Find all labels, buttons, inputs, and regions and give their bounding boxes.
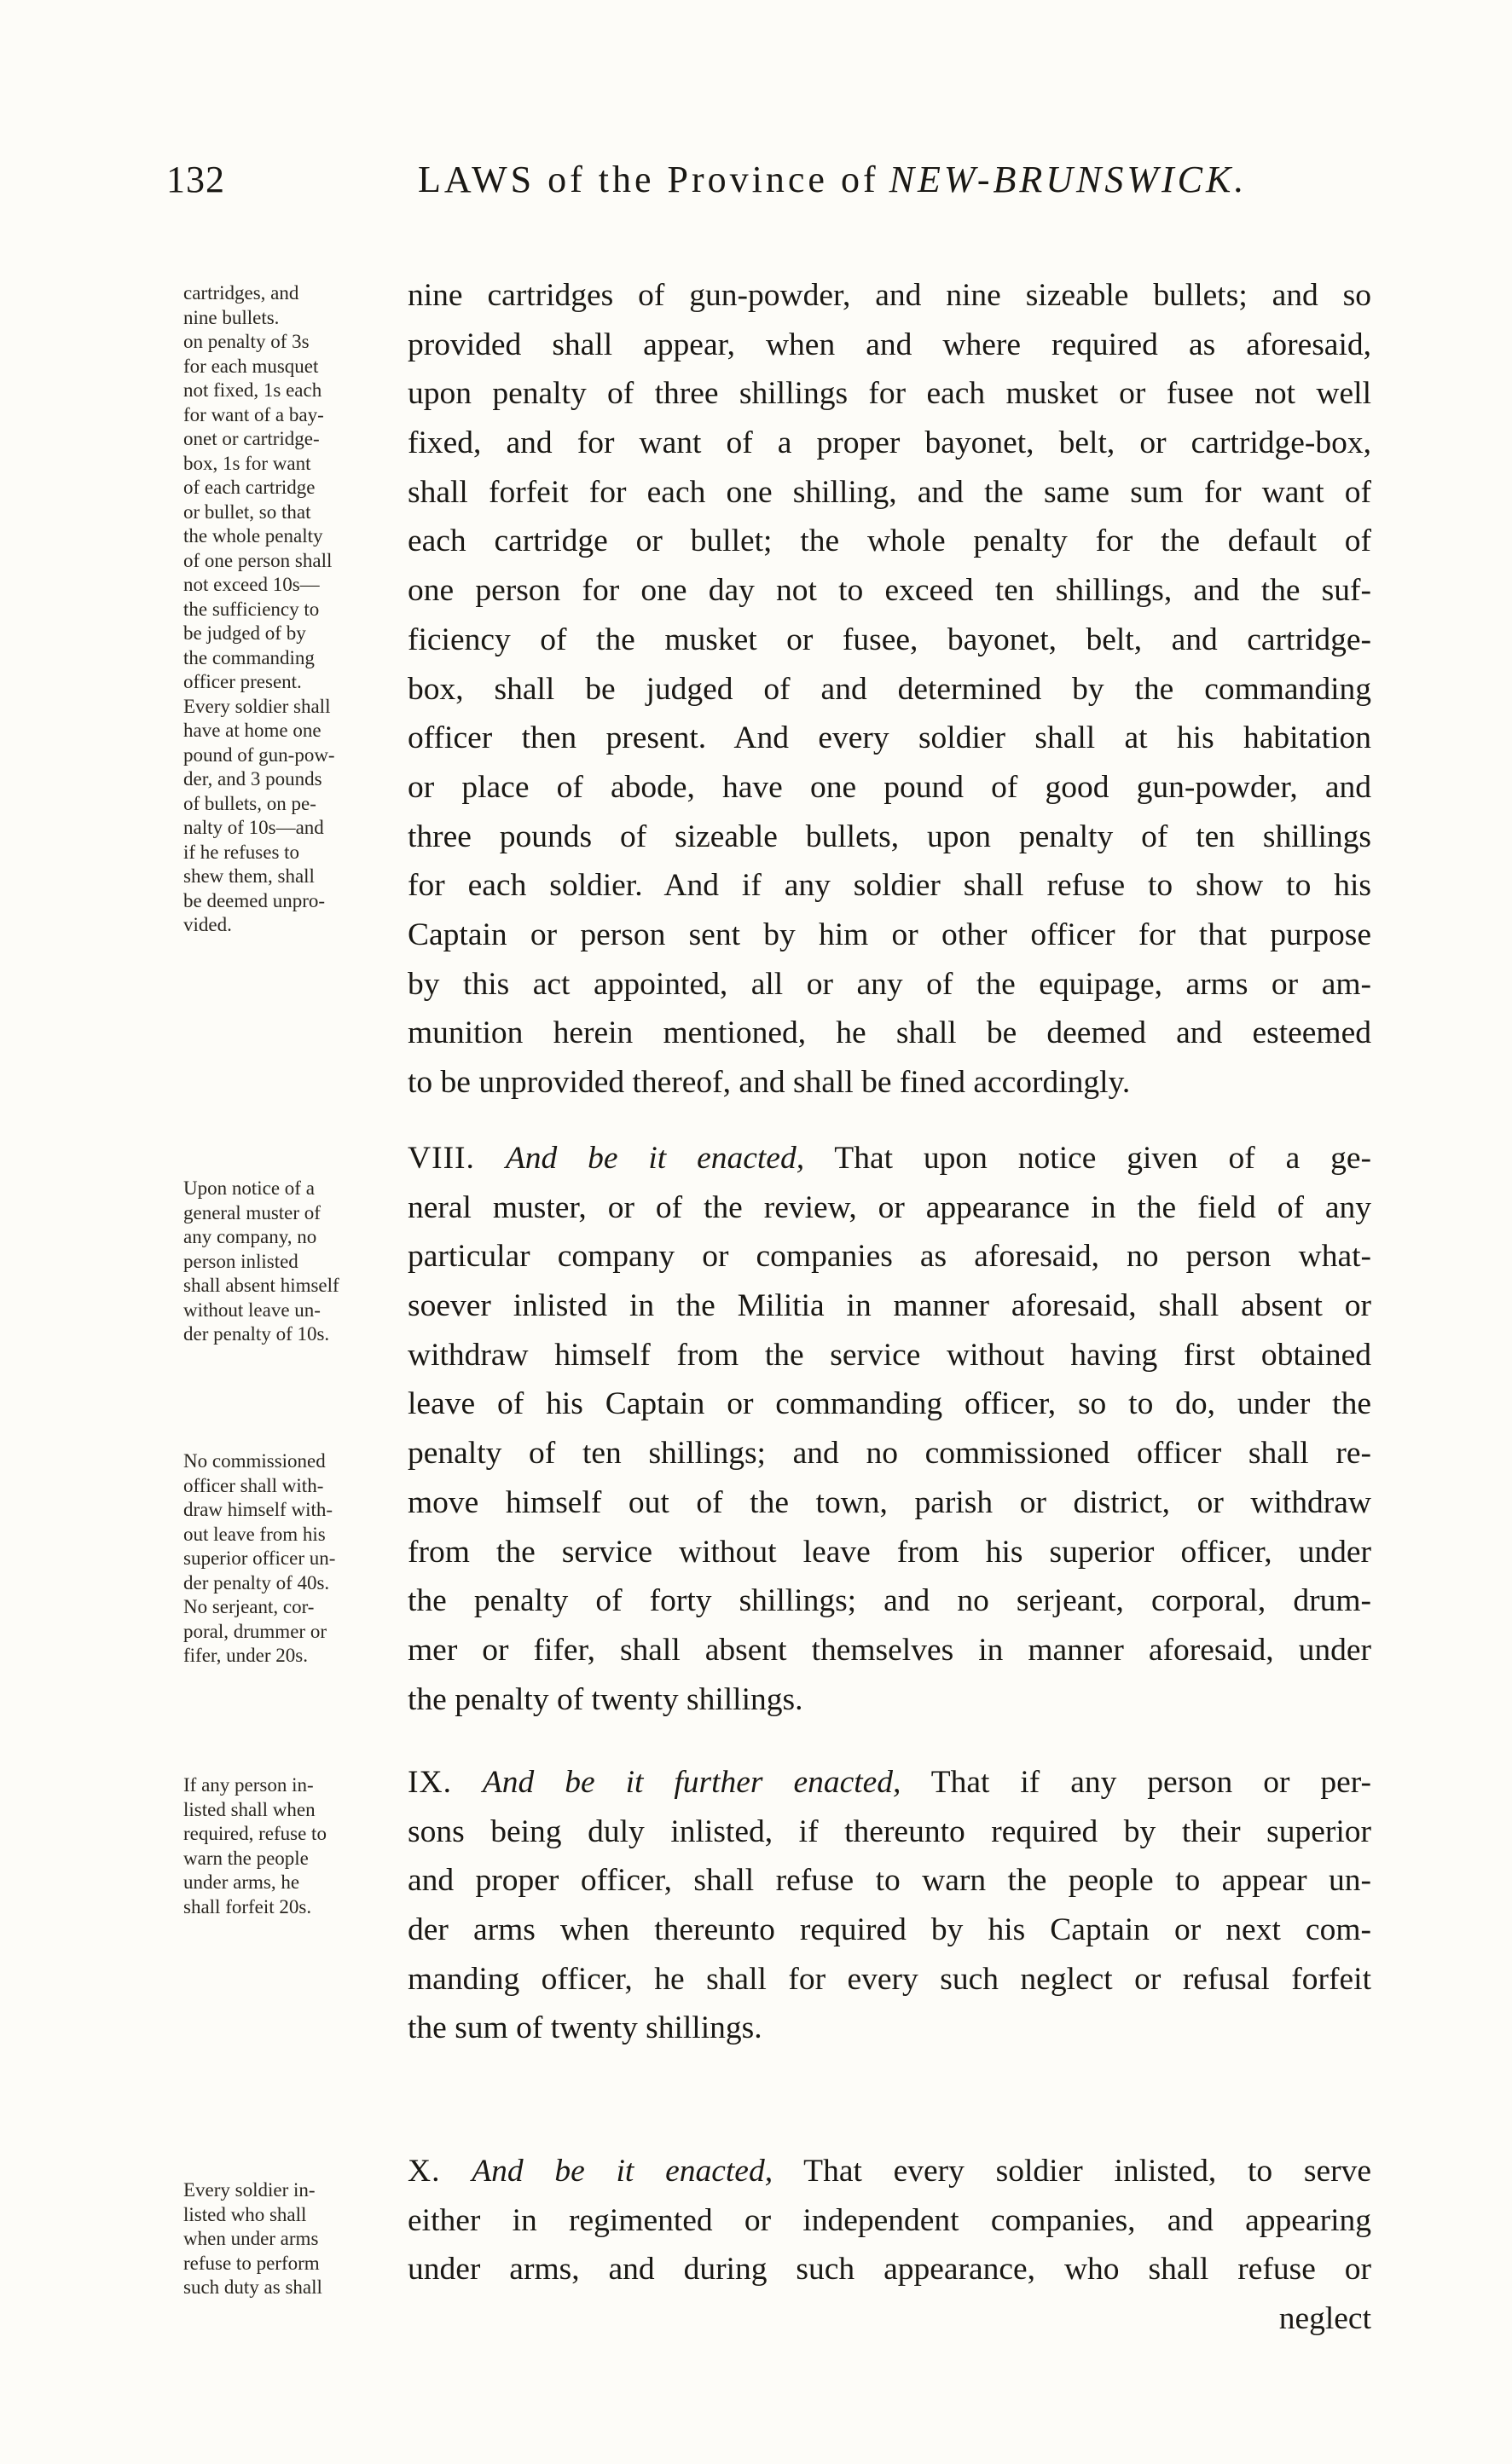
margin-note-line: listed who shall xyxy=(183,2203,307,2225)
margin-note-line: if he refuses to xyxy=(183,841,300,863)
text-line: one person for one day not to exceed ten shillings, and the suf- xyxy=(408,573,1371,609)
margin-note-line: be deemed unpro- xyxy=(183,889,326,911)
text-line: der arms when thereunto required by his Captain or next com- xyxy=(408,1912,1371,1948)
text-line: neral muster, or of the review, or appearance in the field of any xyxy=(408,1189,1371,1225)
section-ix xyxy=(408,1758,1371,2053)
text-line: the penalty of forty shillings; and no serjeant, corporal, drum- xyxy=(408,1583,1371,1619)
margin-note-line: officer present. xyxy=(183,671,302,692)
margin-note-line: der penalty of 10s. xyxy=(183,1323,330,1345)
enacting-clause: And be it enacted, xyxy=(505,1141,805,1176)
text-line: officer then present. And every soldier shall at his habitation xyxy=(408,720,1371,756)
margin-note-1 xyxy=(183,281,409,938)
text-line: from the service without leave from his superior officer, under xyxy=(408,1534,1371,1570)
section-number: IX. xyxy=(408,1765,452,1800)
margin-note-line: shall absent himself xyxy=(183,1275,339,1296)
running-title-prefix: LAWS of the Province of xyxy=(418,159,879,200)
text-line: leave of his Captain or commanding officer, so to do, under the xyxy=(408,1386,1371,1422)
text-line: particular company or companies as aforesaid, no person what- xyxy=(408,1239,1371,1275)
text-line-content: That upon notice given of a ge- xyxy=(834,1141,1372,1176)
margin-note-line: superior officer un- xyxy=(183,1547,336,1569)
margin-note-4 xyxy=(183,1773,409,1919)
section-x xyxy=(408,2147,1371,2294)
margin-note-line: for want of a bay- xyxy=(183,403,324,425)
text-line: upon penalty of three shillings for each musket or fusee not well xyxy=(408,376,1371,412)
text-line: box, shall be judged of and determined by the commanding xyxy=(408,671,1371,707)
running-title xyxy=(418,158,1247,201)
running-title-province: NEW-BRUNSWICK. xyxy=(889,159,1248,200)
margin-note-line: onet or cartridge- xyxy=(183,428,320,449)
margin-note-line: der, and 3 pounds xyxy=(183,768,322,790)
text-line: withdraw himself from the service without having first obtained xyxy=(408,1337,1371,1373)
margin-note-line: pound of gun-pow- xyxy=(183,743,335,766)
margin-note-line: If any person in- xyxy=(183,1774,314,1796)
margin-note-line: on penalty of 3s xyxy=(183,331,310,352)
margin-note-line: the sufficiency to xyxy=(183,598,320,620)
margin-note-line: shall forfeit 20s. xyxy=(183,1895,312,1917)
text-line: mer or fifer, shall absent themselves in manner aforesaid, under xyxy=(408,1632,1371,1668)
margin-note-line: not fixed, 1s each xyxy=(183,379,322,401)
margin-note-line: for each musquet xyxy=(183,355,319,377)
text-line: munition herein mentioned, he shall be deemed and esteemed xyxy=(408,1015,1371,1051)
text-line: or place of abode, have one pound of good gun-powder, and xyxy=(408,769,1371,805)
margin-note-line: listed shall when xyxy=(183,1798,316,1820)
text-line: ficiency of the musket or fusee, bayonet, belt, and cartridge- xyxy=(408,622,1371,657)
margin-note-line: No commissioned xyxy=(183,1450,326,1472)
margin-note-line: out leave from his xyxy=(183,1523,326,1545)
margin-note-line: No serjeant, cor- xyxy=(183,1596,315,1617)
margin-note-line: general muster of xyxy=(183,1201,321,1223)
text-line: sons being duly inlisted, if thereunto required by their superior xyxy=(408,1813,1371,1849)
margin-note-3 xyxy=(183,1449,409,1669)
margin-note-line: box, 1s for want xyxy=(183,452,311,474)
margin-note-5 xyxy=(183,2178,409,2300)
margin-note-line: person inlisted xyxy=(183,1250,298,1272)
text-line: the sum of twenty shillings. xyxy=(408,2010,762,2046)
margin-note-line: Upon notice of a xyxy=(183,1177,315,1199)
margin-note-line: der penalty of 40s. xyxy=(183,1571,330,1594)
section-number: VIII. xyxy=(408,1141,475,1176)
text-line xyxy=(408,2147,1371,2196)
margin-note-line: shew them, shall xyxy=(183,865,315,887)
text-line: the penalty of twenty shillings. xyxy=(408,1681,803,1717)
margin-note-line: fifer, under 20s. xyxy=(183,1645,308,1666)
margin-note-line: draw himself with- xyxy=(183,1499,333,1520)
margin-note-line: any company, no xyxy=(183,1226,317,1247)
text-line: three pounds of sizeable bullets, upon penalty of ten shillings xyxy=(408,818,1371,854)
margin-note-line: warn the people xyxy=(183,1847,309,1869)
margin-note-line: nine bullets. xyxy=(183,306,280,328)
text-line: each cartridge or bullet; the whole penalty for the default of xyxy=(408,523,1371,559)
margin-note-line: the commanding xyxy=(183,646,315,668)
text-line xyxy=(408,1134,1371,1183)
margin-note-line: have at home one xyxy=(183,720,322,741)
margin-note-line: of each cartridge xyxy=(183,477,316,498)
margin-note-line: the whole penalty xyxy=(183,525,323,547)
text-line: nine cartridges of gun-powder, and nine sizeable bullets; and so xyxy=(408,278,1371,313)
text-line: to be unprovided thereof, and shall be fined accordingly. xyxy=(408,1065,1131,1100)
text-line: penalty of ten shillings; and no commissioned officer shall re- xyxy=(408,1436,1371,1472)
margin-note-line: nalty of 10s—and xyxy=(183,817,324,838)
enacting-clause: And be it enacted, xyxy=(472,2154,773,2189)
margin-note-line: refuse to perform xyxy=(183,2252,320,2274)
margin-note-line: or bullet, so that xyxy=(183,500,311,523)
margin-note-line: of bullets, on pe- xyxy=(183,792,316,814)
text-line: shall forfeit for each one shilling, and the same sum for want of xyxy=(408,474,1371,510)
margin-note-line: when under arms xyxy=(183,2228,319,2249)
running-header xyxy=(166,158,1377,217)
text-line: fixed, and for want of a proper bayonet, belt, or cartridge-box, xyxy=(408,425,1371,461)
text-line: under arms, and during such appearance, who shall refuse or xyxy=(408,2252,1371,2288)
paragraph-continuation xyxy=(408,271,1371,1108)
text-line-content: That every soldier inlisted, to serve xyxy=(803,2154,1372,2189)
text-line: and proper officer, shall refuse to warn the people to appear un- xyxy=(408,1863,1371,1899)
page-number: 132 xyxy=(166,159,225,200)
margin-note-line: cartridges, and xyxy=(183,282,299,304)
text-line-content: That if any person or per- xyxy=(930,1765,1371,1800)
margin-note-2 xyxy=(183,1177,409,1347)
margin-note-line: required, refuse to xyxy=(183,1823,327,1844)
margin-note-line: vided. xyxy=(183,914,232,935)
margin-note-line: without leave un- xyxy=(183,1299,321,1321)
margin-note-line: of one person shall xyxy=(183,549,333,571)
catchword: neglect xyxy=(1278,2301,1371,2336)
text-line: by this act appointed, all or any of the equipage, arms or am- xyxy=(408,966,1371,1002)
catchword-wrap xyxy=(408,2294,1371,2344)
section-viii xyxy=(408,1134,1371,1724)
margin-note-line: under arms, he xyxy=(183,1871,300,1893)
enacting-clause: And be it further enacted, xyxy=(482,1765,901,1800)
margin-note-line: poral, drummer or xyxy=(183,1620,327,1642)
text-line: for each soldier. And if any soldier shall refuse to show to his xyxy=(408,868,1371,904)
text-line: provided shall appear, when and where required as aforesaid, xyxy=(408,327,1371,362)
section-number: X. xyxy=(408,2154,441,2189)
text-line: either in regimented or independent companies, and appearing xyxy=(408,2202,1371,2238)
margin-note-line: be judged of by xyxy=(183,622,306,644)
text-line xyxy=(408,1758,1371,1808)
text-line: move himself out of the town, parish or district, or withdraw xyxy=(408,1484,1371,1520)
margin-note-line: officer shall with- xyxy=(183,1474,324,1496)
margin-note-line: Every soldier in- xyxy=(183,2179,316,2201)
margin-note-line: not exceed 10s— xyxy=(183,574,320,595)
margin-note-line: Every soldier shall xyxy=(183,695,331,717)
margin-note-line: such duty as shall xyxy=(183,2276,322,2298)
text-line: Captain or person sent by him or other officer for that purpose xyxy=(408,917,1371,952)
text-line: soever inlisted in the Militia in manner aforesaid, shall absent or xyxy=(408,1288,1371,1324)
text-line: manding officer, he shall for every such neglect or refusal forfeit xyxy=(408,1961,1371,1997)
